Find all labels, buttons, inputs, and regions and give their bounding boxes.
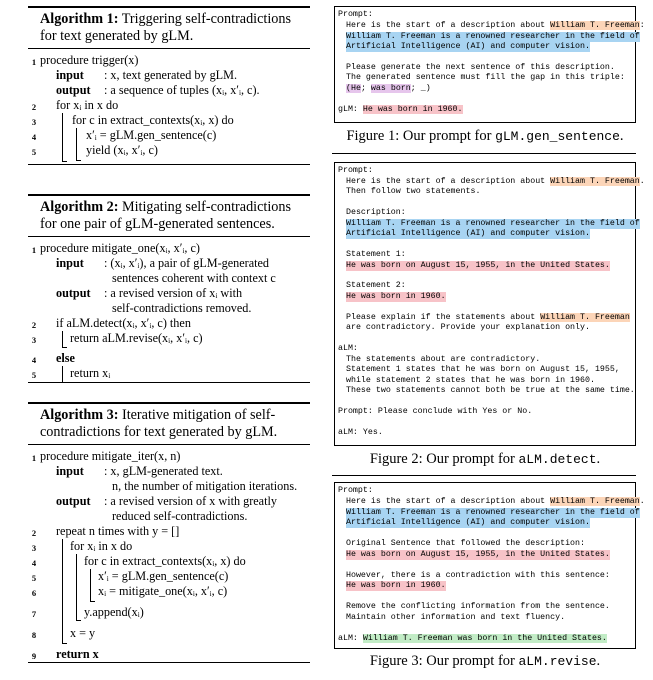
- input-keyword: input: [56, 68, 84, 82]
- line-number: 9: [31, 651, 37, 661]
- description-highlight: Artificial Intelligence (AI) and computer vision.: [346, 229, 590, 238]
- algorithm-2-label: Algorithm 2:: [40, 199, 119, 215]
- algo-line: else: [56, 351, 75, 365]
- algo-line: for xᵢ in x do: [56, 98, 119, 112]
- line-number: 1: [31, 245, 37, 255]
- algorithm-1-body: [28, 49, 310, 167]
- alm-line: Statement 1 states that he was born on August 15, 1955,: [346, 365, 620, 374]
- algo-line: xᵢ = mitigate_one(xᵢ, x′ᵢ, c): [98, 584, 228, 598]
- alm-line: while statement 2 states that he was born in 1960.: [346, 376, 595, 385]
- prompt-line: Original Sentence that followed the description:: [346, 539, 585, 548]
- line-number: 7: [31, 609, 37, 619]
- algo-line: self-contradictions removed.: [112, 301, 252, 315]
- prompt-line: Here is the start of a description about William T. Freeman.: [346, 497, 645, 506]
- description-highlight: William T. Freeman is a renowned researcher in the field of: [346, 219, 640, 228]
- statement-highlight: He was born on August 15, 1955, in the United States.: [346, 550, 610, 559]
- input-keyword: input: [56, 464, 84, 478]
- line-number: 5: [31, 147, 37, 157]
- algorithm-1-bottom-rule: [28, 164, 310, 165]
- algo-line: repeat n times with y = []: [56, 524, 180, 538]
- algorithm-3: [28, 402, 310, 665]
- algo-line: return x: [56, 647, 99, 661]
- line-number: 2: [31, 528, 37, 538]
- line-number: 1: [31, 57, 37, 67]
- triple-line: (He; was born; _): [346, 84, 431, 93]
- figure-1-caption: Figure 1: Our prompt for gLM.gen_sentence.: [346, 128, 624, 144]
- block-bar: [90, 569, 95, 602]
- prompt-line: Please explain if the statements about William T. Freeman: [346, 313, 630, 322]
- algo-line: sentences coherent with context c: [112, 271, 276, 285]
- block-bar: [76, 554, 81, 621]
- block-bar: [62, 331, 67, 348]
- block-bar: [62, 539, 67, 644]
- line-number: 8: [31, 630, 37, 640]
- line-number: 2: [31, 320, 37, 330]
- alm-line: The statements about are contradictory.: [346, 355, 541, 364]
- algorithm-3-body: [28, 445, 310, 665]
- prompt-line: However, there is a contradiction with this sentence:: [346, 571, 610, 580]
- algorithm-1-title: Algorithm 1: Triggering self-contradictions for text generated by gLM.: [28, 8, 310, 49]
- statement-highlight: He was born in 1960.: [346, 292, 446, 301]
- algorithm-3-label: Algorithm 3:: [40, 407, 119, 423]
- algorithm-1-label: Algorithm 1:: [40, 11, 119, 27]
- input-keyword: input: [56, 256, 84, 270]
- algo-line: yield (xᵢ, x′ᵢ, c): [86, 143, 158, 157]
- prompt-line: Please generate the next sentence of this description.: [346, 63, 615, 72]
- line-number: 4: [31, 132, 37, 142]
- algo-line: x′ᵢ = gLM.gen_sentence(c): [86, 128, 217, 142]
- output-keyword: output: [56, 494, 91, 508]
- prompt-line: The generated sentence must fill the gap in this triple:: [346, 73, 625, 82]
- algo-line: procedure mitigate_iter(x, n): [40, 449, 181, 463]
- algorithm-2-title: Algorithm 2: Mitigating self-contradictions for one pair of gLM-generated sentences.: [28, 196, 310, 237]
- prompt-label: Prompt:: [338, 166, 373, 175]
- line-number: 1: [31, 453, 37, 463]
- statement-highlight: He was born on August 15, 1955, in the United States.: [346, 261, 610, 270]
- block-bar: [62, 113, 67, 162]
- entity-highlight: William T. Freeman: [550, 21, 640, 30]
- algo-line: : a revised version of x with greatly: [104, 494, 277, 508]
- algo-line: for c in extract_contexts(xᵢ, x) do: [84, 554, 246, 568]
- prompt-line: Statement 1:: [346, 250, 406, 259]
- prompt-line: Then follow two statements.: [346, 187, 481, 196]
- figure-1-prompt-box: [334, 6, 645, 123]
- prompt-line: Here is the start of a description about William T. Freeman.: [346, 177, 645, 186]
- algo-line: procedure trigger(x): [40, 53, 139, 67]
- algo-line: n, the number of mitigation iterations.: [112, 479, 298, 493]
- algo-line: return xᵢ: [70, 366, 111, 380]
- algo-line: x = y: [70, 626, 96, 640]
- line-number: 5: [31, 370, 37, 380]
- algo-line: for c in extract_contexts(xᵢ, x) do: [72, 113, 234, 127]
- algo-line: for xᵢ in x do: [70, 539, 133, 553]
- prompt-line: are contradictory. Provide your explanation only.: [346, 323, 590, 332]
- alm-label: aLM:: [338, 344, 358, 353]
- algo-line: reduced self-contradictions.: [112, 509, 248, 523]
- algorithm-3-bottom-rule: [28, 662, 310, 663]
- prompt-line: Maintain other information and text fluency.: [346, 613, 566, 622]
- prompt-line: Statement 2:: [346, 281, 406, 290]
- algo-line: if aLM.detect(xᵢ, x′ᵢ, c) then: [56, 316, 191, 330]
- algo-line: return aLM.revise(xᵢ, x′ᵢ, c): [70, 331, 203, 345]
- description-highlight: Artificial Intelligence (AI) and computer vision.: [346, 42, 590, 51]
- algo-line: : x, text generated by gLM.: [104, 68, 238, 82]
- statement-highlight: He was born in 1960.: [346, 581, 446, 590]
- figure-3-prompt-box: [334, 482, 645, 649]
- description-highlight: William T. Freeman is a renowned researcher in the field of: [346, 32, 640, 41]
- prompt-label: Prompt:: [338, 486, 373, 495]
- output-keyword: output: [56, 286, 91, 300]
- output-keyword: output: [56, 83, 91, 97]
- algo-line: procedure mitigate_one(xᵢ, x′ᵢ, c): [40, 241, 200, 255]
- description-highlight: Artificial Intelligence (AI) and computer vision.: [346, 518, 590, 527]
- prompt-line: Remove the conflicting information from the sentence.: [346, 602, 610, 611]
- prompt-line: Description:: [346, 208, 406, 217]
- prompt-line: Prompt: Please conclude with Yes or No.: [338, 407, 533, 416]
- algo-line: : x, gLM-generated text.: [104, 464, 223, 478]
- prompt-label: Prompt:: [338, 10, 373, 19]
- line-number: 4: [31, 355, 37, 365]
- algo-line: : a revised version of xᵢ with: [104, 286, 243, 300]
- figure-divider: [332, 153, 636, 154]
- line-number: 3: [31, 335, 37, 345]
- algorithm-2: [28, 194, 310, 385]
- figure-divider: [332, 475, 636, 476]
- algo-line: y.append(xᵢ): [84, 605, 144, 619]
- algo-line: x′ᵢ = gLM.gen_sentence(c): [98, 569, 229, 583]
- alm-response: aLM: William T. Freeman was born in the United States.: [338, 634, 607, 643]
- line-number: 5: [31, 573, 37, 583]
- algo-line: : (xᵢ, x′ᵢ), a pair of gLM-generated: [104, 256, 270, 270]
- block-bar: [76, 128, 81, 161]
- figure-2-prompt-box: [334, 162, 645, 446]
- glm-response: gLM: He was born in 1960.: [338, 105, 463, 114]
- block-bar: [62, 366, 67, 383]
- line-number: 6: [31, 588, 37, 598]
- line-number: 3: [31, 543, 37, 553]
- figure-2-caption: Figure 2: Our prompt for aLM.detect.: [369, 451, 601, 467]
- alm-line: These two statements cannot both be true at the same time.: [346, 386, 635, 395]
- line-number: 4: [31, 558, 37, 568]
- description-highlight: William T. Freeman is a renowned researcher in the field of: [346, 508, 640, 517]
- algo-line: : a sequence of tuples (xᵢ, x′ᵢ, c).: [104, 83, 260, 97]
- line-number: 2: [31, 102, 37, 112]
- algorithm-2-bottom-rule: [28, 382, 310, 383]
- algorithm-1: [28, 6, 310, 167]
- algorithm-3-title: Algorithm 3: Iterative mitigation of self- contradictions for text generated by gLM.: [28, 404, 310, 445]
- prompt-line: Here is the start of a description about William T. Freeman:: [346, 21, 645, 30]
- line-number: 3: [31, 117, 37, 127]
- figure-3-caption: Figure 3: Our prompt for aLM.revise.: [369, 653, 601, 669]
- algorithm-2-body: [28, 237, 310, 385]
- alm-line: aLM: Yes.: [338, 428, 383, 437]
